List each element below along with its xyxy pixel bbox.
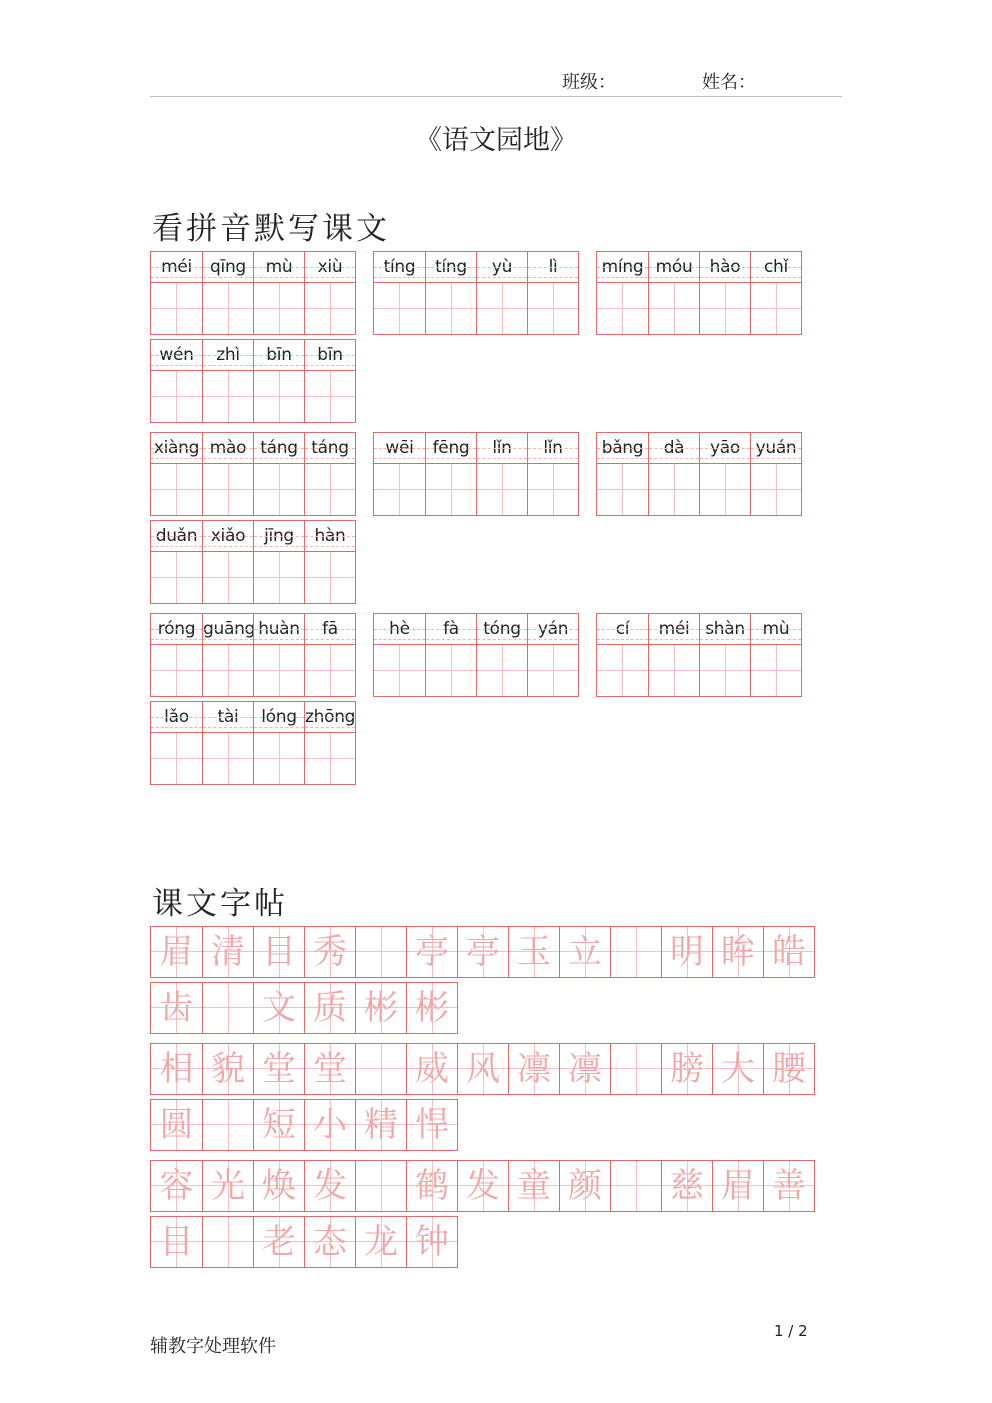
pinyin-cell: [304, 702, 355, 784]
writing-box[interactable]: [700, 283, 750, 334]
copybook-cell[interactable]: [253, 1217, 304, 1267]
trace-character: 堂: [313, 1049, 347, 1089]
pinyin-cell: [425, 614, 476, 696]
pinyin-cell: [527, 614, 578, 696]
writing-box[interactable]: [151, 645, 202, 696]
trace-character: 清: [211, 932, 245, 972]
copybook-cell[interactable]: [151, 1044, 202, 1094]
pinyin-text: móu: [649, 252, 699, 283]
pinyin-cell: [699, 433, 750, 515]
writing-box[interactable]: [151, 733, 202, 784]
pinyin-cell: [374, 614, 425, 696]
pinyin-text: bīn: [305, 340, 355, 371]
writing-box[interactable]: [528, 464, 578, 515]
writing-box[interactable]: [649, 283, 699, 334]
pinyin-cell: [202, 433, 253, 515]
trace-character: 焕: [262, 1166, 296, 1206]
pinyin-cell: [476, 252, 527, 334]
writing-box[interactable]: [305, 371, 355, 422]
page-title: 《语文园地》: [415, 125, 577, 156]
copybook-cell[interactable]: [661, 1161, 712, 1211]
pinyin-cell: [202, 521, 253, 603]
writing-box[interactable]: [700, 645, 750, 696]
copybook-cell[interactable]: [610, 1044, 661, 1094]
trace-character: 目: [159, 1222, 194, 1262]
footer-software: 辅教字处理软件: [150, 1336, 276, 1357]
pinyin-group: [150, 701, 356, 785]
copybook-cell[interactable]: [457, 1044, 508, 1094]
pinyin-cell: [202, 702, 253, 784]
writing-box[interactable]: [254, 733, 304, 784]
pinyin-cell: [750, 252, 801, 334]
copybook-cell[interactable]: [151, 927, 202, 977]
trace-character: [611, 927, 661, 977]
trace-character: 童: [517, 1166, 551, 1206]
trace-character: 质: [313, 988, 347, 1028]
copybook-cell[interactable]: [406, 1044, 457, 1094]
pinyin-cell: [151, 702, 202, 784]
copybook-cell[interactable]: [202, 1161, 253, 1211]
trace-character: 光: [211, 1166, 245, 1206]
pinyin-cell: [202, 252, 253, 334]
writing-box[interactable]: [597, 645, 648, 696]
pinyin-cell: [304, 521, 355, 603]
pinyin-group: [150, 251, 356, 335]
copybook-cell[interactable]: [253, 1044, 304, 1094]
pinyin-text: xiǎo: [203, 521, 253, 552]
copybook-cell[interactable]: [355, 983, 406, 1033]
copybook-row: [150, 1043, 815, 1095]
writing-box[interactable]: [374, 464, 425, 515]
trace-character: [356, 1161, 406, 1211]
trace-character: [611, 1161, 661, 1211]
copybook-row: [150, 1160, 815, 1212]
pinyin-cell: [597, 433, 648, 515]
trace-character: 眉: [721, 1166, 755, 1206]
writing-box[interactable]: [151, 371, 202, 422]
trace-character: 相: [159, 1049, 194, 1089]
writing-box[interactable]: [203, 464, 253, 515]
writing-box[interactable]: [477, 645, 527, 696]
copybook-cell[interactable]: [763, 1161, 814, 1211]
pinyin-cell: [699, 614, 750, 696]
trace-character: 膀: [670, 1049, 704, 1089]
class-label: 班级：: [562, 72, 616, 93]
writing-box[interactable]: [374, 283, 425, 334]
pinyin-cell: [597, 252, 648, 334]
pinyin-text: chǐ: [751, 252, 801, 283]
copybook-cell[interactable]: [406, 1161, 457, 1211]
trace-character: 亭: [415, 932, 449, 972]
pinyin-text: tíng: [374, 252, 425, 283]
copybook-cell[interactable]: [610, 1161, 661, 1211]
pinyin-cell: [253, 702, 304, 784]
pinyin-cell: [253, 340, 304, 422]
pinyin-text: dà: [649, 433, 699, 464]
section-pinyin-heading: 看拼音默写课文: [152, 211, 390, 247]
pinyin-text: táng: [254, 433, 304, 464]
trace-character: 目: [262, 932, 296, 972]
writing-box[interactable]: [151, 283, 202, 334]
pinyin-text: lóng: [254, 702, 304, 733]
writing-box[interactable]: [426, 464, 476, 515]
pinyin-cell: [202, 614, 256, 696]
pinyin-text: fà: [426, 614, 476, 645]
pinyin-cell: [253, 252, 304, 334]
pinyin-group: [373, 432, 579, 516]
copybook-cell[interactable]: [712, 1161, 763, 1211]
pinyin-text: guāng: [203, 614, 253, 645]
writing-box[interactable]: [254, 552, 304, 603]
pinyin-text: fēng: [426, 433, 476, 464]
copybook-cell[interactable]: [661, 1044, 712, 1094]
pinyin-text: mào: [203, 433, 253, 464]
writing-box[interactable]: [203, 283, 253, 334]
copybook-cell[interactable]: [151, 1217, 202, 1267]
pinyin-cell: [750, 433, 801, 515]
copybook-cell[interactable]: [763, 927, 814, 977]
writing-box[interactable]: [477, 464, 527, 515]
copybook-cell[interactable]: [253, 983, 304, 1033]
pinyin-group: [150, 339, 356, 423]
pinyin-cell: [597, 614, 648, 696]
pinyin-cell: [304, 433, 355, 515]
trace-character: 堂: [262, 1049, 296, 1089]
writing-box[interactable]: [649, 464, 699, 515]
pinyin-cell: [374, 252, 425, 334]
trace-character: 文: [262, 988, 296, 1028]
copybook-cell[interactable]: [355, 1100, 406, 1150]
trace-character: 态: [313, 1222, 347, 1262]
copybook-cell[interactable]: [304, 927, 355, 977]
trace-character: 圆: [159, 1105, 194, 1145]
copybook-cell[interactable]: [406, 927, 457, 977]
trace-character: 皓: [772, 932, 806, 972]
trace-character: [356, 927, 406, 977]
pinyin-cell: [304, 252, 355, 334]
section-copybook-heading: 课文字帖: [152, 886, 288, 922]
writing-box[interactable]: [374, 645, 425, 696]
pinyin-cell: [151, 614, 202, 696]
writing-box[interactable]: [477, 283, 527, 334]
pinyin-cell: [151, 252, 202, 334]
writing-box[interactable]: [597, 464, 648, 515]
trace-character: 小: [313, 1105, 347, 1145]
pinyin-cell: [374, 433, 425, 515]
copybook-cell[interactable]: [202, 983, 253, 1033]
pinyin-text: tóng: [477, 614, 527, 645]
copybook-cell[interactable]: [355, 927, 406, 977]
copybook-cell[interactable]: [559, 1044, 610, 1094]
pinyin-group: [373, 251, 579, 335]
pinyin-cell: [527, 252, 578, 334]
pinyin-text: huàn: [254, 614, 304, 645]
trace-character: 眉: [159, 932, 194, 972]
pinyin-text: qīng: [203, 252, 253, 283]
trace-character: 貌: [211, 1049, 245, 1089]
copybook-cell[interactable]: [202, 1044, 253, 1094]
writing-box[interactable]: [305, 733, 355, 784]
pinyin-cell: [425, 433, 476, 515]
writing-box[interactable]: [528, 283, 578, 334]
pinyin-group: [596, 613, 802, 697]
pinyin-text: cí: [597, 614, 648, 645]
pinyin-cell: [527, 433, 578, 515]
pinyin-text: zhōng: [305, 702, 355, 733]
writing-box[interactable]: [254, 645, 304, 696]
pinyin-text: hào: [700, 252, 750, 283]
header-divider: [150, 96, 842, 97]
copybook-cell[interactable]: [763, 1044, 814, 1094]
writing-box[interactable]: [305, 464, 355, 515]
pinyin-group: [150, 613, 356, 697]
pinyin-cell: [699, 252, 750, 334]
copybook-row: [150, 982, 458, 1034]
writing-box[interactable]: [151, 552, 202, 603]
pinyin-text: tài: [203, 702, 253, 733]
copybook-cell[interactable]: [304, 983, 355, 1033]
trace-character: [203, 1217, 253, 1267]
pinyin-text: táng: [305, 433, 355, 464]
pinyin-text: bīn: [254, 340, 304, 371]
copybook-cell[interactable]: [508, 927, 559, 977]
name-label: 姓名：: [702, 72, 756, 93]
writing-box[interactable]: [203, 371, 253, 422]
writing-box[interactable]: [203, 552, 253, 603]
copybook-cell[interactable]: [559, 927, 610, 977]
copybook-cell[interactable]: [253, 1161, 304, 1211]
writing-box[interactable]: [597, 283, 648, 334]
trace-character: 颜: [568, 1166, 602, 1206]
pinyin-cell: [648, 433, 699, 515]
trace-character: [611, 1044, 661, 1094]
copybook-cell[interactable]: [457, 1161, 508, 1211]
copybook-cell[interactable]: [712, 1044, 763, 1094]
trace-character: 发: [313, 1166, 347, 1206]
copybook-cell[interactable]: [508, 1044, 559, 1094]
writing-box[interactable]: [305, 283, 355, 334]
writing-box[interactable]: [751, 645, 801, 696]
pinyin-text: xiàng: [151, 433, 202, 464]
trace-character: 大: [721, 1049, 755, 1089]
trace-character: 凛: [517, 1049, 551, 1089]
pinyin-cell: [253, 433, 304, 515]
trace-character: 彬: [364, 988, 398, 1028]
copybook-cell[interactable]: [661, 927, 712, 977]
trace-character: 腰: [772, 1049, 806, 1089]
pinyin-text: lǐn: [528, 433, 578, 464]
copybook-cell[interactable]: [559, 1161, 610, 1211]
trace-character: 鹤: [415, 1166, 449, 1206]
copybook-row: [150, 1216, 458, 1268]
copybook-cell[interactable]: [151, 1161, 202, 1211]
pinyin-text: zhì: [203, 340, 253, 371]
page-number: 1 / 2: [774, 1322, 808, 1340]
trace-character: [356, 1044, 406, 1094]
copybook-cell[interactable]: [304, 1217, 355, 1267]
copybook-cell[interactable]: [151, 1100, 202, 1150]
pinyin-text: jīng: [254, 521, 304, 552]
trace-character: 眸: [721, 932, 755, 972]
trace-character: 立: [568, 932, 602, 972]
writing-box[interactable]: [700, 464, 750, 515]
pinyin-cell: [476, 433, 527, 515]
pinyin-text: wén: [151, 340, 202, 371]
pinyin-text: mù: [751, 614, 801, 645]
trace-character: 秀: [313, 932, 347, 972]
pinyin-text: xiù: [305, 252, 355, 283]
pinyin-text: shàn: [700, 614, 750, 645]
writing-box[interactable]: [254, 371, 304, 422]
copybook-cell[interactable]: [304, 1100, 355, 1150]
trace-character: 龙: [364, 1222, 398, 1262]
copybook-row: [150, 926, 815, 978]
pinyin-text: lǐn: [477, 433, 527, 464]
writing-box[interactable]: [305, 645, 355, 696]
copybook-cell[interactable]: [253, 1100, 304, 1150]
trace-character: 短: [262, 1105, 296, 1145]
pinyin-cell: [151, 521, 202, 603]
writing-box[interactable]: [426, 645, 476, 696]
pinyin-text: duǎn: [151, 521, 202, 552]
copybook-cell[interactable]: [355, 1217, 406, 1267]
pinyin-group: [150, 520, 356, 604]
copybook-cell[interactable]: [406, 983, 457, 1033]
pinyin-text: hàn: [305, 521, 355, 552]
trace-character: 精: [364, 1105, 398, 1145]
writing-box[interactable]: [751, 283, 801, 334]
pinyin-text: yāo: [700, 433, 750, 464]
trace-character: 风: [466, 1049, 500, 1089]
pinyin-group: [373, 613, 579, 697]
pinyin-cell: [750, 614, 801, 696]
pinyin-text: lǎo: [151, 702, 202, 733]
pinyin-cell: [425, 252, 476, 334]
pinyin-text: tíng: [426, 252, 476, 283]
trace-character: 慈: [670, 1166, 704, 1206]
copybook-cell[interactable]: [406, 1100, 457, 1150]
copybook-cell[interactable]: [304, 1044, 355, 1094]
copybook-cell[interactable]: [202, 1217, 253, 1267]
trace-character: 钟: [415, 1222, 449, 1262]
pinyin-text: méi: [649, 614, 699, 645]
pinyin-text: míng: [597, 252, 648, 283]
trace-character: 明: [670, 932, 704, 972]
writing-box[interactable]: [254, 464, 304, 515]
pinyin-cell: [253, 614, 304, 696]
copybook-cell[interactable]: [712, 927, 763, 977]
pinyin-text: hè: [374, 614, 425, 645]
pinyin-cell: [253, 521, 304, 603]
trace-character: 凛: [568, 1049, 602, 1089]
pinyin-cell: [648, 252, 699, 334]
pinyin-cell: [476, 614, 527, 696]
pinyin-text: lì: [528, 252, 578, 283]
pinyin-text: yán: [528, 614, 578, 645]
writing-box[interactable]: [203, 645, 253, 696]
copybook-cell[interactable]: [508, 1161, 559, 1211]
copybook-cell[interactable]: [202, 1100, 253, 1150]
trace-character: [203, 983, 253, 1033]
trace-character: 玉: [517, 932, 551, 972]
trace-character: 发: [466, 1166, 500, 1206]
copybook-row: [150, 1099, 458, 1151]
pinyin-text: fā: [305, 614, 355, 645]
copybook-cell[interactable]: [253, 927, 304, 977]
pinyin-text: bǎng: [597, 433, 648, 464]
copybook-cell[interactable]: [355, 1161, 406, 1211]
trace-character: 彬: [415, 988, 449, 1028]
copybook-cell[interactable]: [202, 927, 253, 977]
trace-character: 老: [262, 1222, 296, 1262]
pinyin-cell: [151, 433, 202, 515]
pinyin-group: [150, 432, 356, 516]
pinyin-text: róng: [151, 614, 202, 645]
writing-box[interactable]: [649, 645, 699, 696]
writing-box[interactable]: [203, 733, 253, 784]
pinyin-text: méi: [151, 252, 202, 283]
copybook-cell[interactable]: [457, 927, 508, 977]
pinyin-cell: [202, 340, 253, 422]
pinyin-text: yuán: [751, 433, 801, 464]
writing-box[interactable]: [426, 283, 476, 334]
copybook-cell[interactable]: [151, 983, 202, 1033]
trace-character: [203, 1100, 253, 1150]
pinyin-text: mù: [254, 252, 304, 283]
trace-character: 容: [159, 1166, 194, 1206]
pinyin-cell: [151, 340, 202, 422]
pinyin-cell: [304, 340, 355, 422]
copybook-cell[interactable]: [304, 1161, 355, 1211]
writing-box[interactable]: [751, 464, 801, 515]
writing-box[interactable]: [254, 283, 304, 334]
trace-character: 亭: [466, 932, 500, 972]
copybook-cell[interactable]: [610, 927, 661, 977]
pinyin-text: yù: [477, 252, 527, 283]
trace-character: 悍: [415, 1105, 449, 1145]
trace-character: 威: [415, 1049, 449, 1089]
trace-character: 齿: [159, 988, 194, 1028]
pinyin-group: [596, 251, 802, 335]
pinyin-cell: [648, 614, 699, 696]
copybook-cell[interactable]: [406, 1217, 457, 1267]
writing-box[interactable]: [528, 645, 578, 696]
writing-box[interactable]: [151, 464, 202, 515]
copybook-cell[interactable]: [355, 1044, 406, 1094]
writing-box[interactable]: [305, 552, 355, 603]
pinyin-text: wēi: [374, 433, 425, 464]
trace-character: 善: [772, 1166, 806, 1206]
pinyin-cell: [304, 614, 355, 696]
pinyin-group: [596, 432, 802, 516]
